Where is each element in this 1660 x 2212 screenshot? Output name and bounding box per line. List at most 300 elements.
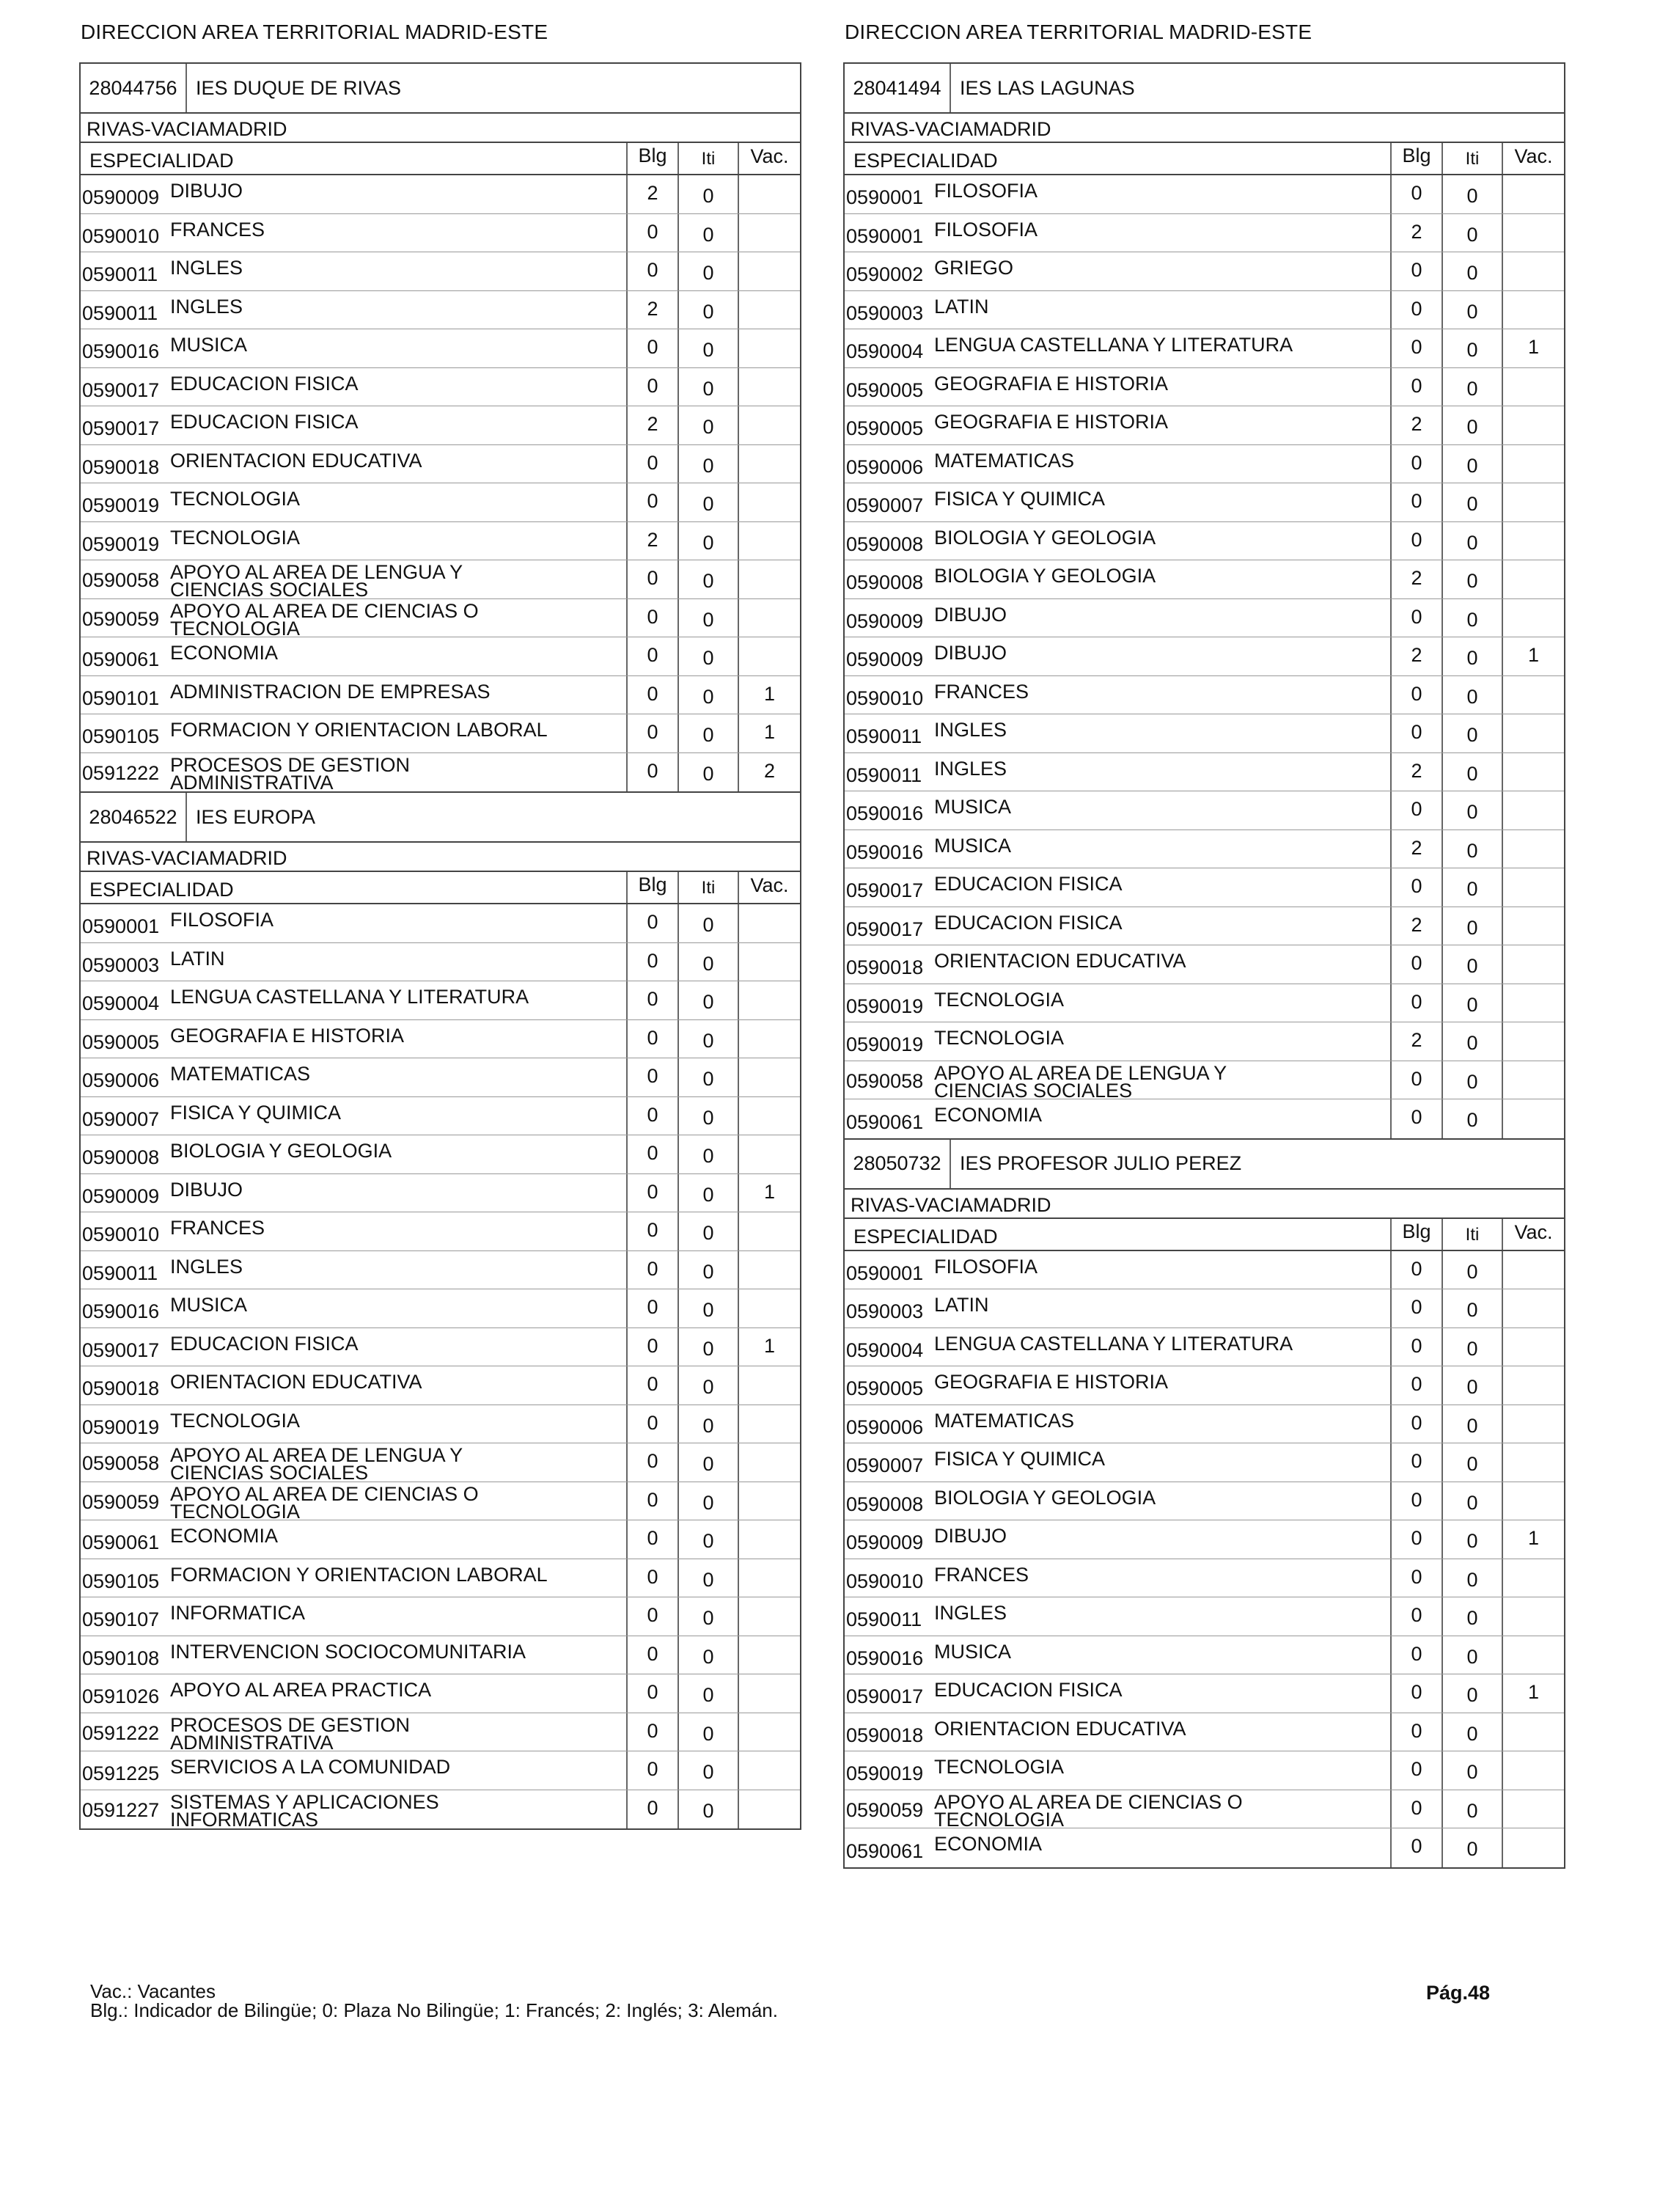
especialidad-code: 0590010 <box>82 1223 160 1246</box>
especialidad-code: 0590105 <box>82 725 160 748</box>
especialidad-name-line: BIOLOGIA Y GEOLOGIA <box>934 1486 1156 1509</box>
especialidad-name-line: FORMACION Y ORIENTACION LABORAL <box>170 719 548 741</box>
table-row <box>81 1328 800 1367</box>
blg-cell: 2 <box>628 522 679 560</box>
blg-cell: 0 <box>628 1058 679 1096</box>
especialidad-cell <box>81 252 628 290</box>
especialidad-name-line: EDUCACION FISICA <box>170 411 359 433</box>
especialidad-name-line: MUSICA <box>170 334 248 356</box>
blg-cell: 0 <box>628 560 679 598</box>
especialidad-cell <box>81 1674 628 1713</box>
table-row <box>845 252 1564 291</box>
especialidad-name <box>934 296 1390 318</box>
especialidad-code: 0590061 <box>846 1839 924 1862</box>
vac-cell <box>739 1482 800 1520</box>
especialidad-cell <box>845 868 1392 907</box>
especialidad-name-line: ECONOMIA <box>170 1525 279 1547</box>
especialidad-cell <box>845 1828 1392 1867</box>
especialidad-name-line: APOYO AL AREA DE LENGUA Y <box>934 1061 1227 1084</box>
vac-cell <box>739 1790 800 1829</box>
table-row <box>81 753 800 792</box>
especialidad-name-line: PROCESOS DE GESTION <box>170 1713 411 1736</box>
vac-cell <box>739 175 800 213</box>
vac-cell <box>739 1289 800 1327</box>
especialidad-cell <box>845 522 1392 560</box>
iti-cell: 0 <box>1443 907 1503 945</box>
especialidad-code: 0590018 <box>846 956 924 979</box>
iti-cell: 0 <box>679 1289 739 1327</box>
blg-cell: 0 <box>1392 984 1443 1022</box>
especialidad-cell <box>81 1751 628 1790</box>
especialidad-name <box>170 1256 626 1278</box>
especialidad-name <box>170 1063 626 1085</box>
especialidad-name-line: ORIENTACION EDUCATIVA <box>170 1371 422 1393</box>
blg-cell: 0 <box>628 753 679 792</box>
especialidad-name <box>934 873 1390 896</box>
especialidad-name-line: INGLES <box>934 1602 1007 1624</box>
especialidad-code: 0590107 <box>82 1608 160 1631</box>
blg-cell: 0 <box>628 943 679 981</box>
especialidad-name-line: TECNOLOGIA <box>934 1756 1065 1778</box>
center-header <box>845 62 1564 114</box>
iti-cell: 0 <box>679 981 739 1019</box>
iti-cell: 0 <box>679 1751 739 1790</box>
especialidad-code: 0591222 <box>82 1721 160 1744</box>
especialidad-name <box>934 334 1390 356</box>
vac-cell: 1 <box>1527 644 1540 666</box>
table-row <box>81 1751 800 1790</box>
blg-cell: 0 <box>1392 1636 1443 1674</box>
blg-cell: 0 <box>1392 1061 1443 1099</box>
especialidad-name <box>170 488 626 510</box>
especialidad-name <box>170 753 626 794</box>
iti-cell: 0 <box>679 676 739 714</box>
table-row <box>845 1597 1564 1636</box>
iti-cell: 0 <box>1443 1022 1503 1061</box>
page-number: Pág.48 <box>1426 1982 1491 2004</box>
blg-cell: 0 <box>1392 1674 1443 1713</box>
especialidad-code: 0590006 <box>846 455 924 478</box>
center-city: RIVAS-VACIAMADRID <box>81 114 800 143</box>
especialidad-code: 0590018 <box>82 455 160 478</box>
especialidad-cell <box>845 1636 1392 1674</box>
especialidad-name <box>934 1564 1390 1586</box>
vac-cell <box>1503 1790 1564 1828</box>
especialidad-code: 0590019 <box>846 1762 924 1785</box>
especialidad-name-line: DIBUJO <box>934 603 1007 626</box>
vac-cell: 1 <box>763 682 776 705</box>
table-row <box>845 175 1564 214</box>
table-row <box>845 1482 1564 1521</box>
blg-cell: 0 <box>1392 445 1443 483</box>
especialidad-code: 0590059 <box>846 1798 924 1821</box>
blg-cell: 2 <box>1392 753 1443 791</box>
vac-cell <box>1503 1366 1564 1405</box>
especialidad-name <box>934 950 1390 973</box>
especialidad-name <box>170 1790 626 1831</box>
especialidad-name <box>934 1104 1390 1127</box>
vac-cell: 1 <box>1527 336 1540 358</box>
especialidad-code: 0590003 <box>82 953 160 976</box>
table-row <box>81 1636 800 1675</box>
vac-cell <box>1503 1405 1564 1443</box>
vac-cell <box>739 1443 800 1482</box>
vac-cell <box>739 1020 800 1058</box>
table-row <box>81 1212 800 1251</box>
table-row <box>845 1328 1564 1367</box>
especialidad-cell <box>81 1097 628 1135</box>
especialidad-name <box>934 1333 1390 1355</box>
iti-cell: 0 <box>1443 560 1503 598</box>
especialidad-name <box>934 796 1390 818</box>
especialidad-code: 0590008 <box>846 532 924 555</box>
blg-cell: 0 <box>628 676 679 714</box>
especialidad-name-line: GEOGRAFIA E HISTORIA <box>934 1371 1169 1393</box>
vac-cell <box>1503 522 1564 560</box>
table-row <box>81 252 800 291</box>
especialidad-cell <box>845 560 1392 598</box>
especialidad-name-line: TECNOLOGIA <box>934 1027 1065 1049</box>
table-row <box>845 1443 1564 1482</box>
iti-cell: 0 <box>679 637 739 675</box>
especialidad-code: 0590005 <box>846 417 924 440</box>
especialidad-name <box>934 527 1390 549</box>
especialidad-name-line2: TECNOLOGIA <box>170 617 301 640</box>
table-row <box>845 830 1564 869</box>
vac-cell <box>739 1559 800 1597</box>
vac-cell <box>1503 1828 1564 1867</box>
especialidad-name-line: FRANCES <box>170 218 265 241</box>
blg-cell: 0 <box>628 637 679 675</box>
iti-cell: 0 <box>1443 1751 1503 1790</box>
blg-cell: 0 <box>628 714 679 752</box>
blg-cell: 0 <box>1392 1828 1443 1867</box>
iti-cell: 0 <box>679 714 739 752</box>
vac-cell <box>739 291 800 329</box>
table-row <box>845 868 1564 907</box>
iti-cell: 0 <box>1443 1251 1503 1289</box>
especialidad-name-line: FISICA Y QUIMICA <box>934 1448 1106 1470</box>
especialidad-name <box>170 1482 626 1523</box>
especialidad-cell <box>845 1790 1392 1831</box>
table-row <box>81 943 800 982</box>
especialidad-name-line2: INFORMATICAS <box>170 1808 318 1831</box>
especialidad-name-line: INGLES <box>170 295 243 318</box>
especialidad-cell <box>845 1597 1392 1636</box>
table-row <box>81 904 800 943</box>
iti-cell: 0 <box>1443 945 1503 984</box>
table-row <box>81 175 800 214</box>
especialidad-cell <box>845 329 1392 367</box>
center-code: 28041494 <box>845 64 951 112</box>
especialidad-cell <box>845 1713 1392 1751</box>
especialidad-cell <box>81 1636 628 1674</box>
iti-cell: 0 <box>1443 599 1503 637</box>
especialidad-cell <box>845 1289 1392 1327</box>
center-city: RIVAS-VACIAMADRID <box>845 1190 1564 1219</box>
iti-cell: 0 <box>679 1790 739 1829</box>
especialidad-code: 0590061 <box>82 1531 160 1554</box>
iti-cell: 0 <box>679 1597 739 1636</box>
blg-cell: 2 <box>628 175 679 213</box>
vac-cell <box>1503 1751 1564 1790</box>
column-headers <box>845 1219 1564 1251</box>
center-section <box>845 1138 1564 1867</box>
especialidad-name-line: MATEMATICAS <box>934 1409 1075 1432</box>
blg-cell: 0 <box>628 445 679 483</box>
blg-cell: 0 <box>628 904 679 942</box>
especialidad-name-line: BIOLOGIA Y GEOLOGIA <box>934 565 1156 587</box>
especialidad-name <box>934 1487 1390 1509</box>
especialidad-name-line: MUSICA <box>934 834 1012 857</box>
especialidad-code: 0591222 <box>82 762 160 785</box>
header-iti: Iti <box>679 143 739 174</box>
center-header <box>81 62 800 114</box>
blg-cell: 0 <box>628 329 679 367</box>
especialidad-name-line: TECNOLOGIA <box>170 1409 301 1432</box>
especialidad-name <box>170 219 626 241</box>
especialidad-name <box>170 719 626 741</box>
especialidad-name <box>170 334 626 356</box>
especialidad-name <box>934 1525 1390 1548</box>
right-column-title: DIRECCION AREA TERRITORIAL MADRID-ESTE <box>845 21 1312 43</box>
especialidad-name <box>934 642 1390 664</box>
blg-cell: 0 <box>628 214 679 252</box>
table-row <box>845 1559 1564 1598</box>
left-centers-table <box>79 62 801 1830</box>
blg-cell: 2 <box>1392 406 1443 444</box>
especialidad-code: 0590010 <box>846 1570 924 1592</box>
iti-cell: 0 <box>1443 368 1503 406</box>
blg-cell: 0 <box>628 1020 679 1058</box>
especialidad-code: 0590008 <box>846 1493 924 1515</box>
especialidad-code: 0590059 <box>82 1490 160 1513</box>
especialidad-name-line: ORIENTACION EDUCATIVA <box>934 1717 1186 1740</box>
iti-cell: 0 <box>1443 791 1503 830</box>
table-row <box>81 599 800 638</box>
table-row <box>845 560 1564 599</box>
especialidad-cell <box>81 1328 628 1366</box>
especialidad-code: 0590018 <box>846 1724 924 1746</box>
especialidad-cell <box>845 907 1392 945</box>
table-row <box>845 791 1564 830</box>
especialidad-name <box>170 681 626 703</box>
table-row <box>81 1289 800 1328</box>
blg-cell: 2 <box>1392 907 1443 945</box>
especialidad-name-line: MUSICA <box>934 796 1012 818</box>
header-iti: Iti <box>679 872 739 903</box>
center-header <box>845 1138 1564 1190</box>
especialidad-name-line: SERVICIOS A LA COMUNIDAD <box>170 1756 451 1778</box>
especialidad-name-line: FRANCES <box>934 1563 1029 1586</box>
especialidad-name <box>934 565 1390 587</box>
especialidad-name <box>170 1410 626 1432</box>
iti-cell: 0 <box>679 753 739 792</box>
blg-cell: 0 <box>1392 1405 1443 1443</box>
blg-cell: 2 <box>1392 1022 1443 1061</box>
vac-cell: 1 <box>763 721 776 743</box>
especialidad-code: 0590001 <box>846 224 924 247</box>
especialidad-name <box>934 180 1390 202</box>
especialidad-name-line: FRANCES <box>934 680 1029 703</box>
iti-cell: 0 <box>679 1058 739 1096</box>
especialidad-cell <box>845 637 1392 675</box>
vac-cell <box>1503 1482 1564 1520</box>
blg-cell: 2 <box>1392 830 1443 868</box>
vac-cell: 1 <box>1527 1527 1540 1549</box>
especialidad-name-line: EDUCACION FISICA <box>934 873 1123 895</box>
vac-cell <box>739 1405 800 1443</box>
vac-cell <box>739 560 800 598</box>
blg-cell: 0 <box>1392 175 1443 213</box>
especialidad-name-line: INGLES <box>170 257 243 279</box>
iti-cell: 0 <box>679 329 739 367</box>
center-code: 28044756 <box>81 64 187 112</box>
especialidad-name-line: INGLES <box>934 757 1007 780</box>
especialidad-cell <box>845 1061 1392 1102</box>
especialidad-name-line: APOYO AL AREA DE LENGUA Y <box>170 561 463 583</box>
blg-cell: 0 <box>628 1135 679 1173</box>
especialidad-name-line: SISTEMAS Y APLICACIONES <box>170 1790 439 1813</box>
especialidad-name <box>934 450 1390 472</box>
iti-cell: 0 <box>1443 1674 1503 1713</box>
legend-blg: Blg.: Indicador de Bilingüe; 0: Plaza No Bilingüe; 1: Francés; 2: Inglés; 3: Alemán. <box>90 1999 778 2021</box>
table-row <box>845 1751 1564 1790</box>
especialidad-name-line: MUSICA <box>170 1294 248 1316</box>
header-blg: Blg <box>628 872 679 903</box>
especialidad-cell <box>81 1174 628 1212</box>
especialidad-name-line: DIBUJO <box>170 180 243 202</box>
table-row <box>81 714 800 753</box>
table-row <box>845 599 1564 638</box>
especialidad-cell <box>845 214 1392 252</box>
especialidad-code: 0590061 <box>846 1110 924 1133</box>
iti-cell: 0 <box>1443 984 1503 1022</box>
blg-cell: 0 <box>628 981 679 1019</box>
especialidad-name-line: TECNOLOGIA <box>934 988 1065 1011</box>
especialidad-name-line: TECNOLOGIA <box>170 526 301 549</box>
especialidad-code: 0590011 <box>846 763 922 786</box>
especialidad-code: 0590005 <box>846 378 924 401</box>
table-row <box>81 637 800 676</box>
vac-cell: 1 <box>763 1180 776 1203</box>
header-vac: Vac. <box>750 145 789 167</box>
especialidad-cell <box>845 1751 1392 1790</box>
especialidad-name-line: GRIEGO <box>934 257 1014 279</box>
table-row <box>845 945 1564 984</box>
especialidad-cell <box>845 945 1392 984</box>
especialidad-name-line: ORIENTACION EDUCATIVA <box>170 449 422 472</box>
especialidad-cell <box>81 1405 628 1443</box>
blg-cell: 0 <box>1392 1559 1443 1597</box>
iti-cell: 0 <box>1443 1405 1503 1443</box>
especialidad-cell <box>845 1251 1392 1289</box>
blg-cell: 0 <box>1392 1713 1443 1751</box>
especialidad-cell <box>81 943 628 981</box>
especialidad-cell <box>81 1482 628 1523</box>
especialidad-name <box>170 1179 626 1201</box>
vac-cell <box>1503 753 1564 791</box>
especialidad-name <box>934 1790 1390 1831</box>
vac-cell <box>1503 676 1564 714</box>
especialidad-cell <box>845 599 1392 637</box>
blg-cell: 0 <box>1392 483 1443 521</box>
vac-cell <box>739 1212 800 1250</box>
vac-cell <box>1503 945 1564 984</box>
table-row <box>81 329 800 368</box>
especialidad-name <box>170 1756 626 1779</box>
especialidad-name <box>170 180 626 202</box>
left-column-title: DIRECCION AREA TERRITORIAL MADRID-ESTE <box>81 21 548 43</box>
header-vac: Vac. <box>750 874 789 896</box>
iti-cell: 0 <box>1443 214 1503 252</box>
iti-cell: 0 <box>679 368 739 406</box>
center-name: IES EUROPA <box>196 805 316 828</box>
especialidad-code: 0590008 <box>82 1146 160 1169</box>
especialidad-name <box>170 909 626 931</box>
especialidad-name-line: LATIN <box>934 295 989 318</box>
iti-cell: 0 <box>1443 252 1503 290</box>
especialidad-name-line: ECONOMIA <box>934 1833 1043 1855</box>
especialidad-code: 0590005 <box>82 1030 160 1053</box>
especialidad-cell <box>81 1443 628 1482</box>
blg-cell: 0 <box>1392 522 1443 560</box>
especialidad-name-line: ADMINISTRACION DE EMPRESAS <box>170 680 491 703</box>
especialidad-code: 0590009 <box>82 186 160 209</box>
table-row <box>845 406 1564 445</box>
blg-cell: 0 <box>1392 1443 1443 1482</box>
especialidad-cell <box>845 406 1392 444</box>
especialidad-code: 0590004 <box>846 1338 924 1361</box>
iti-cell: 0 <box>1443 1328 1503 1366</box>
especialidad-name <box>170 1641 626 1663</box>
blg-cell: 0 <box>628 1174 679 1212</box>
blg-cell: 0 <box>628 1212 679 1250</box>
table-row <box>81 406 800 445</box>
especialidad-name <box>934 1027 1390 1050</box>
table-row <box>81 291 800 330</box>
vac-cell <box>739 981 800 1019</box>
especialidad-name <box>170 1679 626 1702</box>
iti-cell: 0 <box>1443 637 1503 675</box>
iti-cell: 0 <box>679 1135 739 1173</box>
especialidad-name-line: APOYO AL AREA DE CIENCIAS O <box>170 599 479 622</box>
blg-cell: 0 <box>628 483 679 521</box>
blg-cell: 0 <box>628 252 679 290</box>
vac-cell <box>1503 868 1564 907</box>
especialidad-code: 0590061 <box>82 648 160 671</box>
especialidad-code: 0590058 <box>82 1452 160 1475</box>
blg-cell: 0 <box>628 1674 679 1713</box>
especialidad-name <box>170 257 626 279</box>
blg-cell: 0 <box>628 1328 679 1366</box>
especialidad-code: 0590007 <box>82 1107 160 1130</box>
especialidad-name-line: INGLES <box>170 1255 243 1278</box>
iti-cell: 0 <box>1443 1520 1503 1559</box>
iti-cell: 0 <box>679 252 739 290</box>
iti-cell: 0 <box>679 175 739 213</box>
center-code: 28050732 <box>845 1140 951 1188</box>
vac-cell <box>1503 791 1564 830</box>
iti-cell: 0 <box>1443 1828 1503 1867</box>
table-row <box>81 445 800 484</box>
especialidad-name-line: APOYO AL AREA DE CIENCIAS O <box>170 1482 479 1505</box>
table-row <box>81 1520 800 1559</box>
especialidad-name <box>170 373 626 395</box>
especialidad-name-line: ECONOMIA <box>170 642 279 664</box>
vac-cell <box>739 1597 800 1636</box>
blg-cell: 0 <box>628 1751 679 1790</box>
